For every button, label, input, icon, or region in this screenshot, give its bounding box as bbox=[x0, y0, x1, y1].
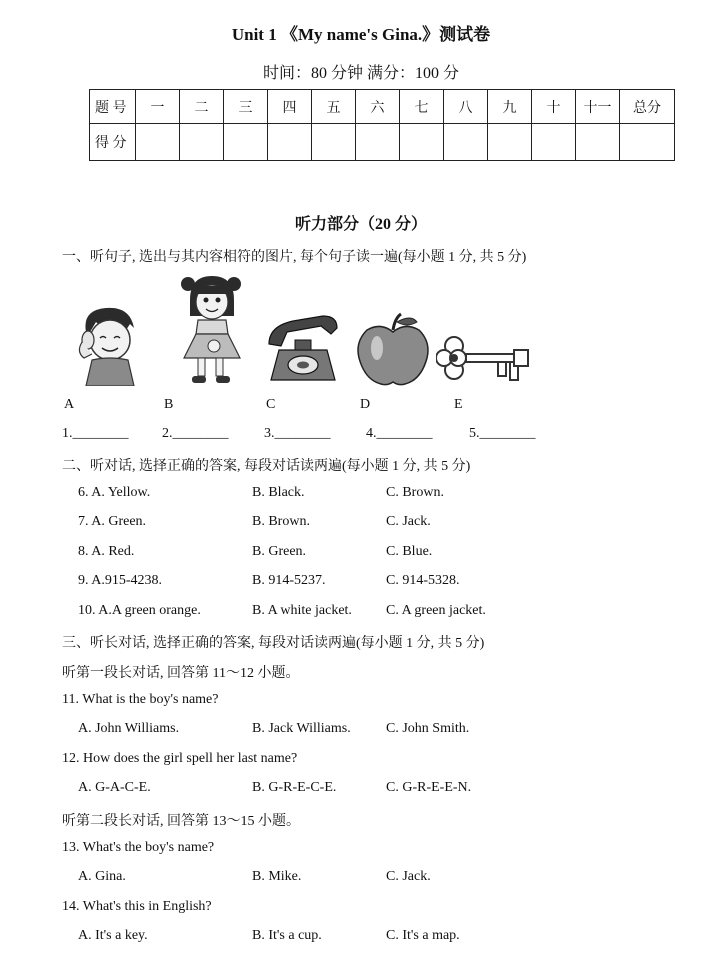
score-table-col: 七 bbox=[400, 90, 444, 124]
score-table bbox=[89, 89, 675, 161]
score-cell[interactable] bbox=[268, 124, 312, 161]
dialog1-note: 听第一段长对话, 回答第 11～12 小题。 bbox=[62, 666, 300, 681]
score-table-col: 二 bbox=[180, 90, 224, 124]
option-b[interactable]: B. Jack Williams. bbox=[252, 721, 351, 736]
score-table-col: 总分 bbox=[620, 90, 675, 124]
telephone-icon bbox=[265, 310, 341, 382]
option-b[interactable]: B. Black. bbox=[252, 485, 305, 500]
score-cell[interactable] bbox=[400, 124, 444, 161]
score-table-col: 四 bbox=[268, 90, 312, 124]
option-a[interactable]: 10. A.A green orange. bbox=[78, 603, 201, 618]
option-c[interactable]: C. Blue. bbox=[386, 544, 433, 559]
test-time-score: 时间：80 分钟 满分：100 分 bbox=[262, 65, 459, 82]
question-stem: 11. What is the boy's name? bbox=[62, 692, 219, 707]
score-table-score-row bbox=[90, 124, 675, 161]
answer-blank-5[interactable]: 5.________ bbox=[469, 426, 536, 441]
score-cell[interactable] bbox=[136, 124, 180, 161]
option-a[interactable]: 9. A.915-4238. bbox=[78, 573, 162, 588]
option-a[interactable]: A. G-A-C-E. bbox=[78, 780, 151, 795]
score-cell[interactable] bbox=[312, 124, 356, 161]
option-a[interactable]: 8. A. Red. bbox=[78, 544, 135, 559]
score-table-row-label: 得 分 bbox=[90, 124, 136, 161]
score-cell[interactable] bbox=[180, 124, 224, 161]
option-a[interactable]: A. John Williams. bbox=[78, 721, 180, 736]
option-b[interactable]: B. Brown. bbox=[252, 514, 310, 529]
option-b[interactable]: B. G-R-E-C-E. bbox=[252, 780, 337, 795]
answer-blank-2[interactable]: 2.________ bbox=[162, 426, 229, 441]
score-table-col: 三 bbox=[224, 90, 268, 124]
option-b[interactable]: B. It's a cup. bbox=[252, 928, 322, 943]
dialog2-note: 听第二段长对话, 回答第 13～15 小题。 bbox=[62, 814, 300, 829]
option-c[interactable]: C. G-R-E-E-N. bbox=[386, 780, 472, 795]
score-table-col: 五 bbox=[312, 90, 356, 124]
option-b[interactable]: B. A white jacket. bbox=[252, 603, 352, 618]
key-icon bbox=[436, 332, 532, 384]
option-a[interactable]: 7. A. Green. bbox=[78, 514, 147, 529]
option-a[interactable]: 6. A. Yellow. bbox=[78, 485, 151, 500]
score-table-col: 一 bbox=[136, 90, 180, 124]
answer-blank-3[interactable]: 3.________ bbox=[264, 426, 331, 441]
picture-letter-d: D bbox=[360, 397, 371, 412]
option-b[interactable]: B. Mike. bbox=[252, 869, 302, 884]
listening-section-heading: 听力部分（20 分） bbox=[294, 216, 427, 233]
picture-letter-b: B bbox=[164, 397, 174, 412]
picture-letter-a: A bbox=[64, 397, 75, 412]
option-c[interactable]: C. Brown. bbox=[386, 485, 444, 500]
score-table-col: 六 bbox=[356, 90, 400, 124]
question-stem: 14. What's this in English? bbox=[62, 899, 212, 914]
apple-icon bbox=[355, 312, 431, 386]
boy-icon bbox=[68, 302, 148, 386]
question-stem: 13. What's the boy's name? bbox=[62, 840, 215, 855]
score-table-header-row bbox=[90, 90, 675, 124]
option-a[interactable]: A. It's a key. bbox=[78, 928, 148, 943]
option-c[interactable]: C. A green jacket. bbox=[386, 603, 486, 618]
score-cell[interactable] bbox=[576, 124, 620, 161]
option-c[interactable]: C. Jack. bbox=[386, 514, 431, 529]
score-table-col: 八 bbox=[444, 90, 488, 124]
option-c[interactable]: C. Jack. bbox=[386, 869, 431, 884]
score-table-col: 十一 bbox=[576, 90, 620, 124]
score-table-col: 九 bbox=[488, 90, 532, 124]
score-table-col: 十 bbox=[532, 90, 576, 124]
score-cell[interactable] bbox=[532, 124, 576, 161]
picture-letter-e: E bbox=[454, 397, 463, 412]
option-b[interactable]: B. 914-5237. bbox=[252, 573, 326, 588]
option-c[interactable]: C. It's a map. bbox=[386, 928, 460, 943]
option-c[interactable]: C. John Smith. bbox=[386, 721, 470, 736]
score-table-row-label: 题 号 bbox=[90, 90, 136, 124]
part1-instruction: 一、听句子, 选出与其内容相符的图片, 每个句子读一遍(每小题 1 分, 共 5 分) bbox=[62, 250, 527, 265]
option-c[interactable]: C. 914-5328. bbox=[386, 573, 460, 588]
score-cell[interactable] bbox=[488, 124, 532, 161]
test-title: Unit 1 《My name's Gina.》测试卷 bbox=[231, 25, 491, 44]
part2-instruction: 二、听对话, 选择正确的答案, 每段对话读两遍(每小题 1 分, 共 5 分) bbox=[62, 459, 471, 474]
score-cell[interactable] bbox=[356, 124, 400, 161]
option-a[interactable]: A. Gina. bbox=[78, 869, 126, 884]
part3-instruction: 三、听长对话, 选择正确的答案, 每段对话读两遍(每小题 1 分, 共 5 分) bbox=[62, 636, 485, 651]
score-cell[interactable] bbox=[620, 124, 675, 161]
question-stem: 12. How does the girl spell her last name? bbox=[62, 751, 298, 766]
answer-blank-1[interactable]: 1.________ bbox=[62, 426, 129, 441]
option-b[interactable]: B. Green. bbox=[252, 544, 307, 559]
picture-row bbox=[0, 272, 722, 390]
answer-blank-4[interactable]: 4.________ bbox=[366, 426, 433, 441]
score-cell[interactable] bbox=[444, 124, 488, 161]
girl-icon bbox=[178, 272, 246, 386]
score-cell[interactable] bbox=[224, 124, 268, 161]
picture-letter-c: C bbox=[266, 397, 276, 412]
